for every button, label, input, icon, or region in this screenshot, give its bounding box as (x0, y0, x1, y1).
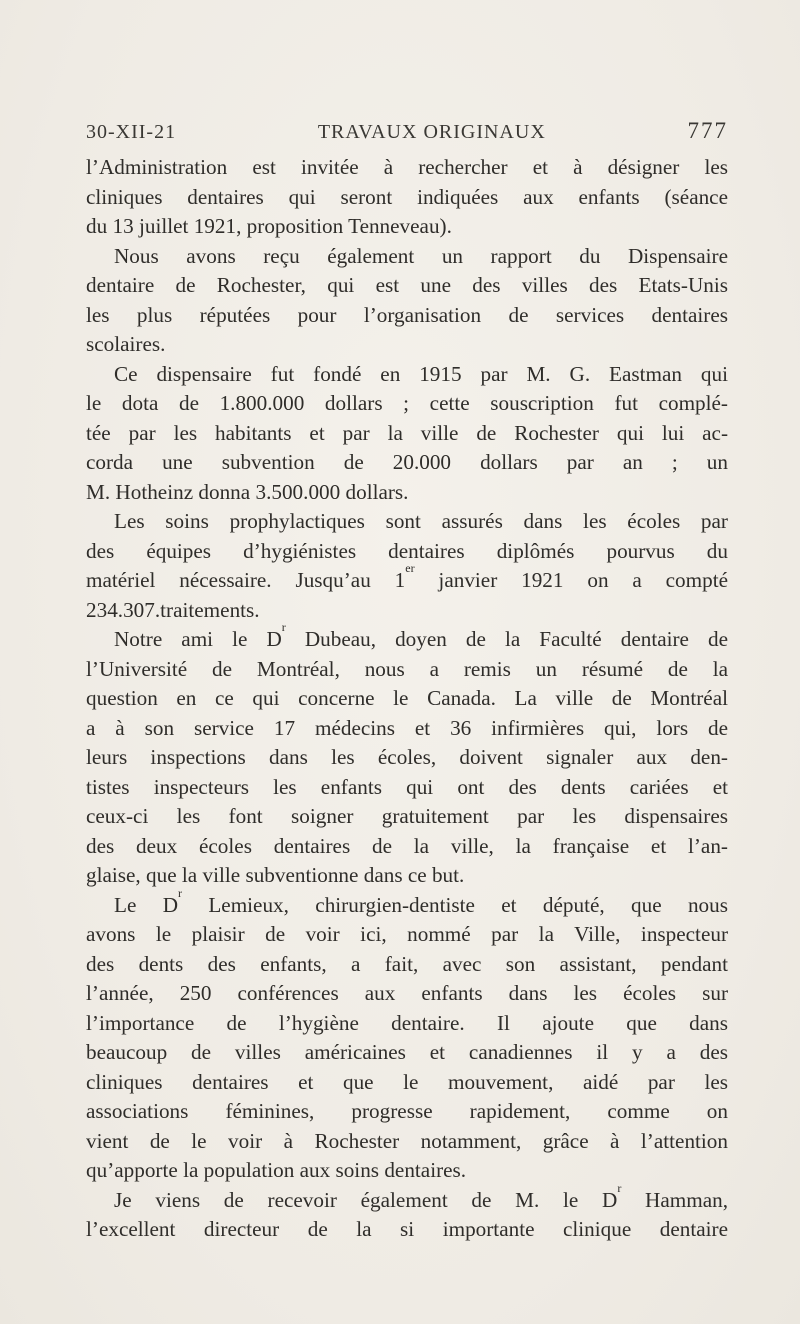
text-line (86, 1215, 728, 1245)
text-line (86, 566, 728, 596)
text-line (86, 1186, 728, 1216)
superscript: r (617, 1185, 622, 1195)
text-line (86, 1038, 728, 1068)
text-line-content: Le D (114, 892, 178, 917)
text-line-content-continued: Hamman, (621, 1187, 728, 1212)
text-line-content: corda une subvention de 20.000 dollars par an ; un (86, 450, 728, 474)
text-line (86, 448, 728, 478)
text-line (86, 1097, 728, 1127)
text-line (86, 950, 728, 980)
text-line (86, 242, 728, 272)
header-title: TRAVAUX ORIGINAUX (317, 121, 546, 143)
text-line (86, 330, 728, 360)
text-line-content: des deux écoles dentaires de la ville, la française et l’an- (86, 833, 728, 858)
text-line (86, 596, 728, 626)
text-line-content: Nous avons reçu également un rapport du Dispensaire (114, 243, 728, 268)
text-line (86, 537, 728, 567)
text-line (86, 920, 728, 950)
text-line-content: tée par les habitants et par la ville de Rochester qui lui ac- (86, 420, 728, 445)
text-line-content: Les soins prophylactiques sont assurés dans les écoles par (114, 509, 728, 533)
text-line-content: question en ce qui concerne le Canada. La ville de Montréal (86, 686, 728, 710)
text-line-content: l’Université de Montréal, nous a remis un résumé de la (86, 656, 728, 681)
text-line-content: du 13 juillet 1921, proposition Tenneveau). (86, 214, 452, 238)
text-line-content: qu’apporte la population aux soins dentaires. (86, 1158, 467, 1182)
text-line (86, 773, 728, 803)
text-line-content: ceux-ci les font soigner gratuitement par les dispensaires (86, 804, 728, 828)
text-line (86, 655, 728, 685)
text-line-content: glaise, que la ville subventionne dans ce but. (86, 863, 465, 887)
text-line-content: l’importance de l’hygiène dentaire. Il ajoute que dans (86, 1010, 728, 1035)
text-line-content: a à son service 17 médecins et 36 infirmières qui, lors de (86, 715, 728, 740)
text-line (86, 1009, 728, 1039)
text-line (86, 832, 728, 862)
text-line (86, 419, 728, 449)
body-text (86, 153, 728, 1245)
text-line-content: les plus réputées pour l’organisation de services dentaires (86, 302, 728, 327)
text-line (86, 1127, 728, 1157)
text-line-content: vient de le voir à Rochester notamment, grâce à l’attention (86, 1128, 728, 1153)
text-line-content-continued: Lemieux, chirurgien-dentiste et député, que nous (182, 892, 728, 917)
text-line (86, 478, 728, 508)
text-line-content: le dota de 1.800.000 dollars ; cette souscription fut complé- (86, 391, 728, 415)
text-line-content-continued: Dubeau, doyen de la Faculté dentaire de (285, 627, 728, 651)
page-number: 777 (687, 118, 728, 143)
text-line-content: matériel nécessaire. Jusqu’au 1 (86, 568, 406, 592)
text-line (86, 743, 728, 773)
text-line-content: Ce dispensaire fut fondé en 1915 par M. G. Eastman qui (114, 361, 728, 386)
text-line (86, 714, 728, 744)
text-line (86, 153, 728, 183)
text-line (86, 389, 728, 419)
text-line (86, 301, 728, 331)
text-line (86, 802, 728, 832)
text-line-content: beaucoup de villes américaines et canadiennes il y a des (86, 1040, 728, 1064)
text-line-content: l’année, 250 conférences aux enfants dans les écoles sur (86, 981, 728, 1005)
text-line-content: 234.307.traitements. (86, 597, 260, 622)
text-line-content: Je viens de recevoir également de M. le D (114, 1187, 618, 1212)
text-line (86, 507, 728, 537)
superscript: er (405, 566, 415, 575)
superscript: r (178, 890, 182, 900)
text-line-content: avons le plaisir de voir ici, nommé par la Ville, inspecteur (86, 922, 728, 946)
text-line (86, 979, 728, 1009)
text-line-content: scolaires. (86, 332, 166, 356)
text-line-content: des dents des enfants, a fait, avec son assistant, pendant (86, 951, 728, 976)
text-line (86, 212, 728, 242)
text-line (86, 271, 728, 301)
text-line (86, 625, 728, 655)
running-header (86, 118, 728, 152)
text-line-content: l’excellent directeur de la si importante clinique dentaire (86, 1217, 728, 1241)
superscript: r (281, 625, 286, 634)
text-line-content: tistes inspecteurs les enfants qui ont des dents cariées et (86, 774, 728, 799)
text-line (86, 684, 728, 714)
text-line-content: leurs inspections dans les écoles, doivent signaler aux den- (86, 745, 728, 769)
text-line-content: associations féminines, progresse rapidement, comme on (86, 1099, 728, 1123)
text-line (86, 183, 728, 213)
text-line-content: Notre ami le D (114, 627, 282, 651)
text-line-content: M. Hotheinz donna 3.500.000 dollars. (86, 479, 409, 504)
text-line (86, 1156, 728, 1186)
text-line (86, 891, 728, 921)
text-line-content: cliniques dentaires qui seront indiquées aux enfants (séance (86, 184, 728, 209)
text-line (86, 1068, 728, 1098)
header-date: 30-XII-21 (86, 121, 177, 143)
text-line (86, 861, 728, 891)
text-line-content: des équipes d’hygiénistes dentaires diplômés pourvus du (86, 538, 728, 563)
text-line-content-continued: janvier 1921 on a compté (414, 568, 728, 592)
text-line-content: l’Administration est invitée à rechercher et à désigner les (86, 155, 728, 179)
text-line-content: dentaire de Rochester, qui est une des villes des Etats-Unis (86, 273, 728, 297)
text-line-content: cliniques dentaires et que le mouvement, aidé par les (86, 1069, 728, 1094)
text-line (86, 360, 728, 390)
